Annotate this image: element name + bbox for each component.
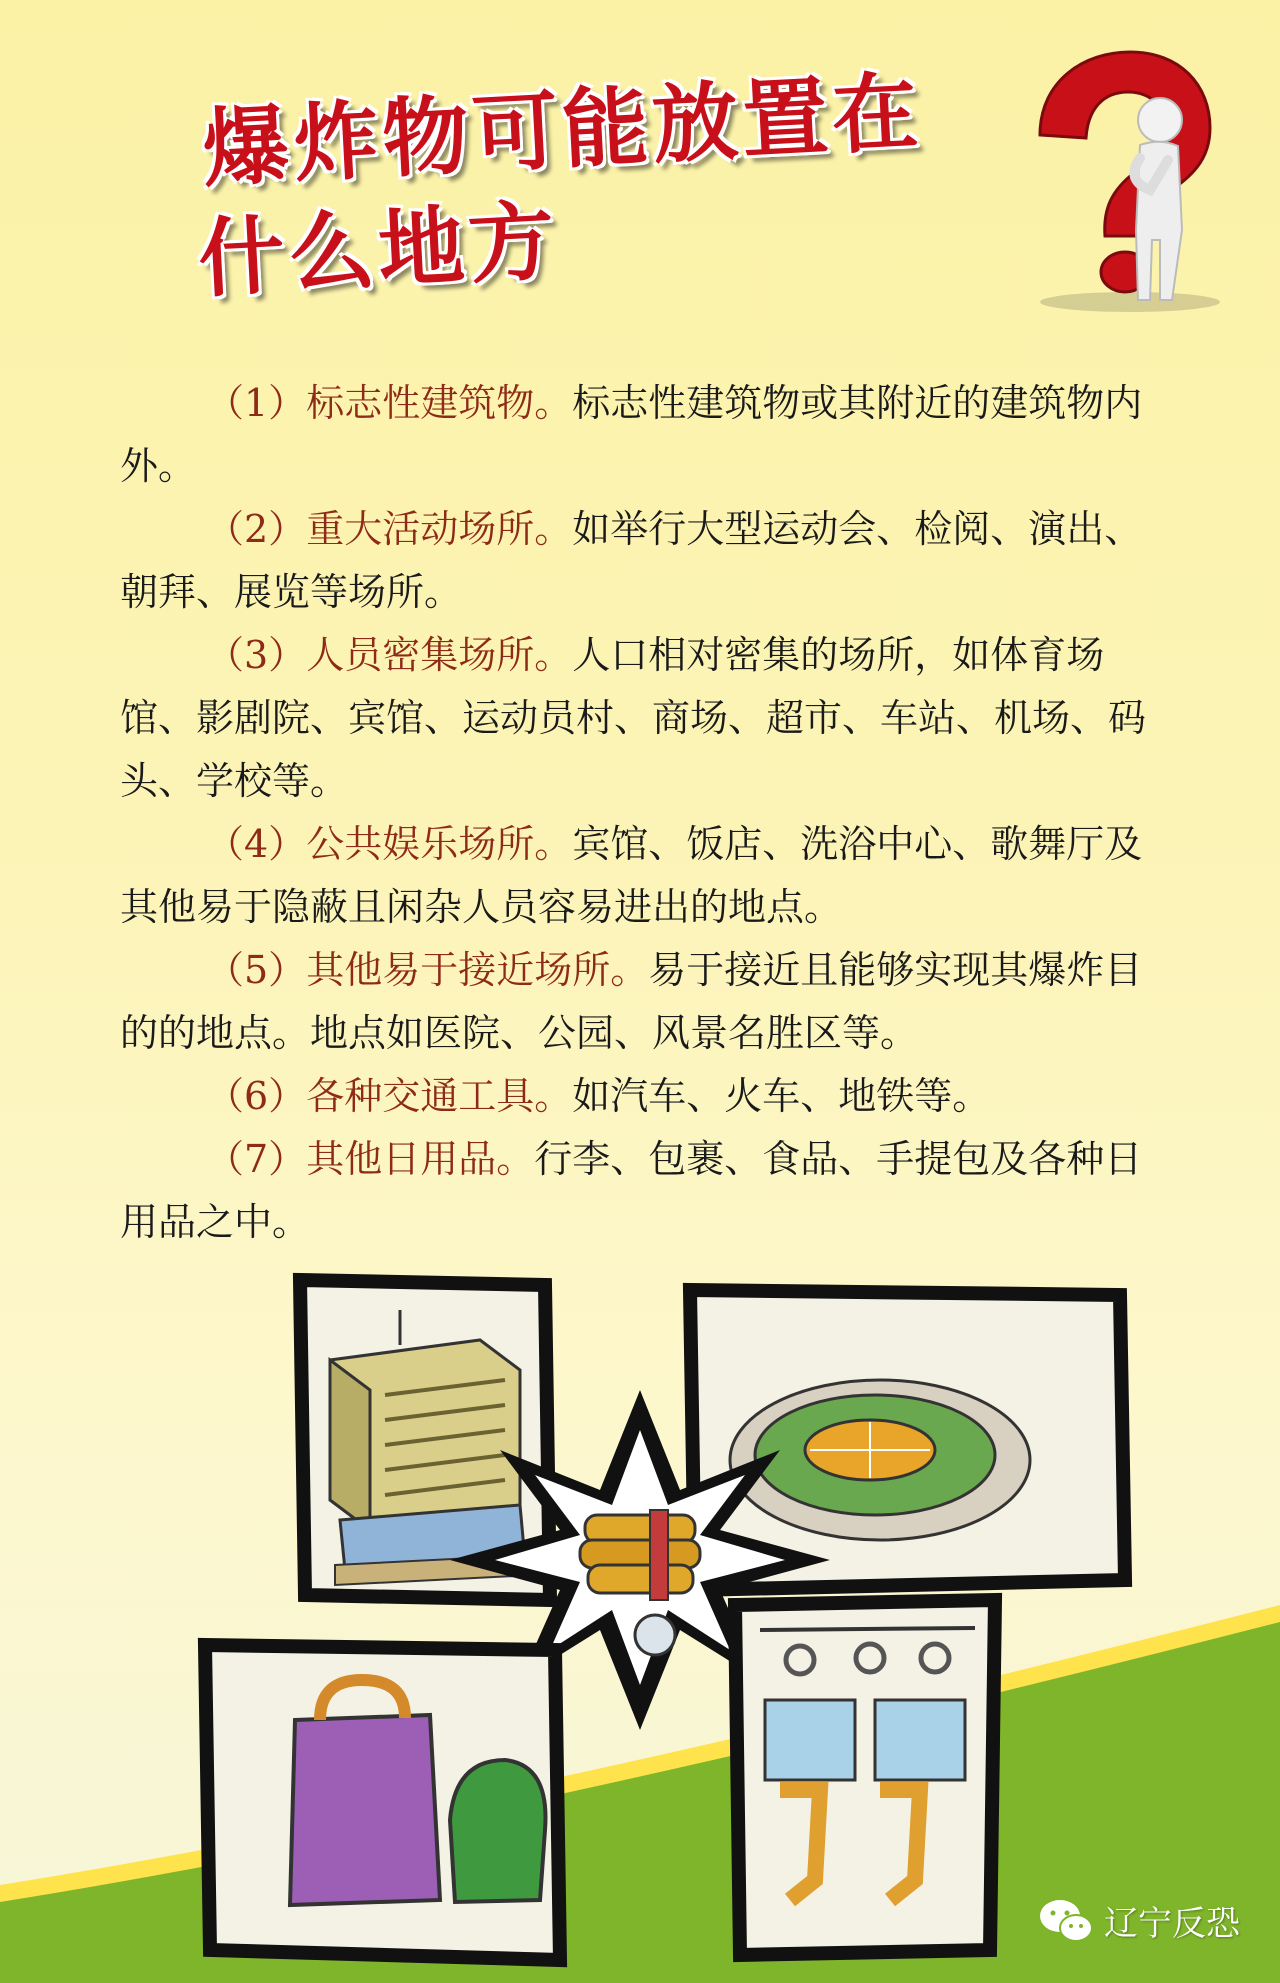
list-item: （2）重大活动场所。如举行大型运动会、检阅、演出、朝拜、展览等场所。 [120, 507, 1143, 614]
train-window-icon [765, 1700, 855, 1780]
bags-panel [205, 1645, 560, 1960]
title-line-2: 什么地方 [196, 191, 561, 311]
item-heading: 其他易于接近场所。 [306, 948, 649, 992]
illustration [0, 1260, 1280, 1983]
suitcase-icon [290, 1715, 440, 1905]
title-line-1: 爆炸物可能放置在 [200, 62, 925, 200]
train-panel [735, 1600, 995, 1955]
item-body: 标志性建筑物或其附近的建筑物内外。 [120, 381, 1143, 488]
list-item: （1）标志性建筑物。标志性建筑物或其附近的建筑物内外。 [120, 381, 1143, 488]
item-heading: 标志性建筑物。 [306, 381, 573, 425]
content [120, 372, 1180, 1254]
item-body: 宾馆、饭店、洗浴中心、歌舞厅及其他易于隐蔽且闲杂人员容易进出的地点。 [120, 822, 1143, 929]
list-item: （5）其他易于接近场所。易于接近且能够实现其爆炸目的的地点。地点如医院、公园、风景名胜区等。 [120, 948, 1143, 1055]
handbag-icon [450, 1760, 546, 1902]
footer-brand[interactable] [1038, 1896, 1240, 1945]
dynamite-icon [580, 1510, 700, 1655]
list-item: （7）其他日用品。行李、包裹、食品、手提包及各种日用品之中。 [120, 1137, 1143, 1244]
item-body: 易于接近且能够实现其爆炸目的的地点。地点如医院、公园、风景名胜区等。 [120, 948, 1143, 1055]
item-heading: 各种交通工具。 [306, 1074, 573, 1118]
item-body: 如汽车、火车、地铁等。 [572, 1074, 991, 1118]
brand-name: 辽宁反恐 [1104, 1904, 1240, 1944]
item-heading: 人员密集场所。 [306, 633, 573, 677]
list-item: （6）各种交通工具。如汽车、火车、地铁等。 [206, 1074, 991, 1118]
item-body: 人口相对密集的场所，如体育场馆、影剧院、宾馆、运动员村、商场、超市、车站、机场、码头、学校等。 [120, 633, 1147, 803]
item-heading: 其他日用品。 [306, 1137, 535, 1181]
wechat-icon [1038, 1898, 1094, 1944]
item-heading: 公共娱乐场所。 [306, 822, 573, 866]
list-item: （3）人员密集场所。人口相对密集的场所，如体育场馆、影剧院、宾馆、运动员村、商场、超市、车站、机场、码头、学校等。 [120, 633, 1147, 803]
list-item: （4）公共娱乐场所。宾馆、饭店、洗浴中心、歌舞厅及其他易于隐蔽且闲杂人员容易进出的地点。 [120, 822, 1143, 929]
item-heading: 重大活动场所。 [306, 507, 573, 551]
page-title [196, 53, 1010, 315]
item-body: 如举行大型运动会、检阅、演出、朝拜、展览等场所。 [120, 507, 1143, 614]
item-body: 行李、包裹、食品、手提包及各种日用品之中。 [120, 1137, 1143, 1244]
question-mark-figure-icon [1000, 40, 1220, 320]
